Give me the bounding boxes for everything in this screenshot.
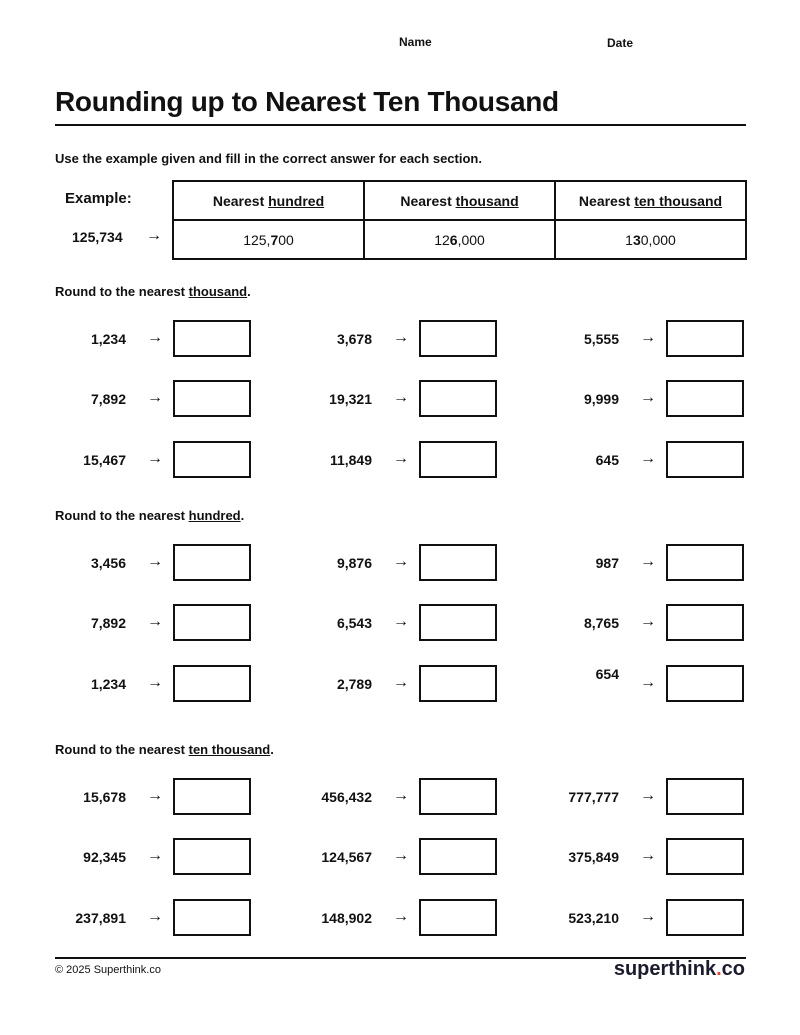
brand-logo: superthink.co [613, 958, 745, 980]
problem-number: 237,891 [75, 910, 126, 926]
problem-number: 15,467 [83, 452, 126, 468]
answer-box[interactable] [173, 320, 251, 357]
answer-box[interactable] [666, 441, 744, 478]
answer-box[interactable] [666, 665, 744, 702]
section-title: Round to the nearest ten thousand. [55, 742, 274, 757]
answer-box[interactable] [173, 778, 251, 815]
example-number: 125,734 [72, 229, 123, 245]
answer-box[interactable] [419, 544, 497, 581]
problem-number: 1,234 [90, 676, 126, 692]
answer-box[interactable] [173, 544, 251, 581]
problem-number: 456,432 [321, 789, 372, 805]
answer-box[interactable] [173, 838, 251, 875]
answer-box[interactable] [666, 899, 744, 936]
example-arrow-icon: → [146, 227, 162, 244]
arrow-icon: → [147, 329, 163, 346]
problem-number: 3,678 [336, 331, 372, 347]
problem-number: 645 [595, 452, 619, 468]
problem-number: 1,234 [90, 331, 126, 347]
problem-number: 523,210 [568, 910, 619, 926]
problem-number: 3,456 [90, 555, 126, 571]
answer-box[interactable] [419, 778, 497, 815]
answer-box[interactable] [666, 380, 744, 417]
title-divider [55, 124, 746, 126]
example-table [172, 180, 747, 260]
arrow-icon: → [393, 553, 409, 570]
answer-box[interactable] [666, 604, 744, 641]
problem-number: 987 [595, 555, 619, 571]
problem-number: 15,678 [83, 789, 126, 805]
arrow-icon: → [147, 553, 163, 570]
problem-number: 148,902 [321, 910, 372, 926]
answer-box[interactable] [666, 778, 744, 815]
arrow-icon: → [640, 613, 656, 630]
example-header-ten-thousand: Nearest ten thousand [555, 181, 746, 220]
problem-number: 6,543 [336, 615, 372, 631]
arrow-icon: → [393, 847, 409, 864]
answer-box[interactable] [419, 665, 497, 702]
answer-box[interactable] [173, 380, 251, 417]
arrow-icon: → [147, 674, 163, 691]
arrow-icon: → [147, 787, 163, 804]
problem-number: 19,321 [329, 391, 372, 407]
answer-box[interactable] [666, 544, 744, 581]
arrow-icon: → [640, 847, 656, 864]
problem-number: 777,777 [568, 789, 619, 805]
example-header-hundred: Nearest hundred [173, 181, 364, 220]
answer-box[interactable] [419, 380, 497, 417]
problem-number: 654 [595, 666, 619, 682]
arrow-icon: → [640, 787, 656, 804]
arrow-icon: → [147, 908, 163, 925]
answer-box[interactable] [419, 899, 497, 936]
answer-box[interactable] [419, 604, 497, 641]
example-answer-hundred: 125,700 [173, 220, 364, 259]
problem-number: 5,555 [583, 331, 619, 347]
copyright: © 2025 Superthink.co [55, 964, 161, 976]
arrow-icon: → [147, 613, 163, 630]
arrow-icon: → [640, 389, 656, 406]
arrow-icon: → [393, 613, 409, 630]
answer-box[interactable] [173, 665, 251, 702]
problem-number: 2,789 [336, 676, 372, 692]
arrow-icon: → [147, 450, 163, 467]
section-title: Round to the nearest thousand. [55, 284, 251, 299]
section-title: Round to the nearest hundred. [55, 508, 245, 523]
answer-box[interactable] [173, 441, 251, 478]
example-answer-thousand: 126,000 [364, 220, 555, 259]
problem-number: 375,849 [568, 849, 619, 865]
example-answer-ten-thousand: 130,000 [555, 220, 746, 259]
arrow-icon: → [393, 389, 409, 406]
answer-box[interactable] [173, 899, 251, 936]
date-label: Date [607, 36, 634, 50]
arrow-icon: → [393, 787, 409, 804]
arrow-icon: → [640, 450, 656, 467]
arrow-icon: → [147, 389, 163, 406]
instructions: Use the example given and fill in the correct answer for each section. [55, 151, 482, 166]
page-title: Rounding up to Nearest Ten Thousand [55, 86, 559, 117]
problem-number: 124,567 [321, 849, 372, 865]
example-label: Example: [65, 190, 132, 207]
problem-number: 8,765 [583, 615, 619, 631]
answer-box[interactable] [666, 320, 744, 357]
arrow-icon: → [393, 450, 409, 467]
example-header-thousand: Nearest thousand [364, 181, 555, 220]
problem-number: 7,892 [90, 615, 126, 631]
problem-number: 9,876 [336, 555, 372, 571]
arrow-icon: → [640, 553, 656, 570]
problem-number: 7,892 [90, 391, 126, 407]
arrow-icon: → [640, 674, 656, 691]
answer-box[interactable] [173, 604, 251, 641]
answer-box[interactable] [419, 441, 497, 478]
problem-number: 11,849 [329, 452, 372, 468]
answer-box[interactable] [666, 838, 744, 875]
problem-number: 92,345 [83, 849, 126, 865]
arrow-icon: → [640, 908, 656, 925]
name-label: Name [399, 35, 432, 49]
answer-box[interactable] [419, 838, 497, 875]
arrow-icon: → [640, 329, 656, 346]
arrow-icon: → [393, 674, 409, 691]
arrow-icon: → [393, 329, 409, 346]
arrow-icon: → [147, 847, 163, 864]
arrow-icon: → [393, 908, 409, 925]
answer-box[interactable] [419, 320, 497, 357]
problem-number: 9,999 [583, 391, 619, 407]
